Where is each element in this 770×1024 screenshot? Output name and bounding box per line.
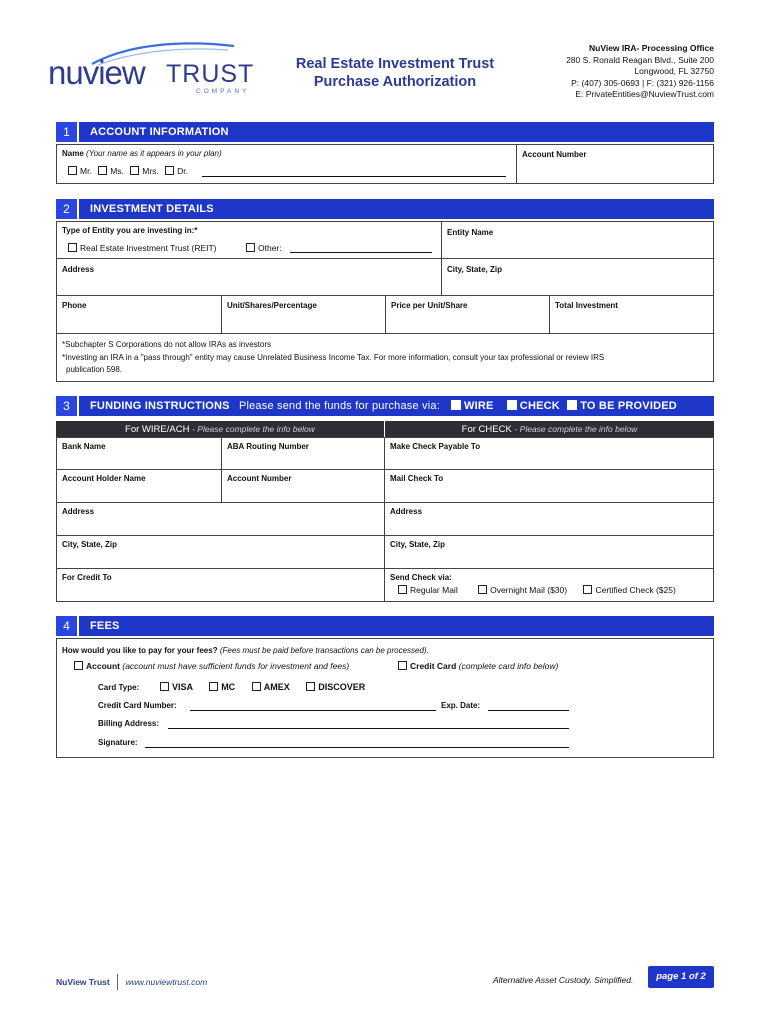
exp-date-label: Exp. Date: bbox=[441, 701, 481, 710]
section3-title: FUNDING INSTRUCTIONS Please send the funds for purchase via: bbox=[90, 400, 440, 412]
account-holder-label: Account Holder Name bbox=[62, 474, 146, 483]
address-label: Address bbox=[62, 265, 95, 274]
section1-bar bbox=[56, 122, 714, 142]
note-publication: publication 598. bbox=[66, 365, 123, 374]
form-title-line1: Real Estate Investment Trust bbox=[295, 56, 495, 72]
logo-nuview: nuview bbox=[48, 54, 145, 91]
checkbox-discover[interactable] bbox=[306, 682, 315, 691]
aba-routing-label: ABA Routing Number bbox=[227, 442, 309, 451]
payable-to-label: Make Check Payable To bbox=[390, 442, 481, 451]
reit-option[interactable]: Real Estate Investment Trust (REIT) bbox=[68, 243, 217, 253]
checkbox-ms[interactable] bbox=[98, 166, 107, 175]
city-state-zip-label: City, State, Zip bbox=[447, 265, 502, 274]
wire-account-number-label: Account Number bbox=[227, 474, 292, 483]
fees-question-hint: (Fees must be paid before transactions can be processed). bbox=[219, 646, 429, 655]
mail-check-to-label: Mail Check To bbox=[390, 474, 444, 483]
wire-address-label: Address bbox=[62, 507, 95, 516]
section2-title: INVESTMENT DETAILS bbox=[90, 203, 214, 215]
entity-type-label: Type of Entity you are investing in:* bbox=[62, 226, 198, 235]
section3-bar bbox=[56, 396, 714, 416]
checkbox-dr[interactable] bbox=[165, 166, 174, 175]
billing-address-input-line[interactable] bbox=[168, 728, 569, 729]
signature-input-line[interactable] bbox=[145, 747, 569, 748]
checkbox-fee-account[interactable] bbox=[74, 661, 83, 670]
card-type-label: Card Type: bbox=[98, 683, 140, 692]
check-city-label: City, State, Zip bbox=[390, 540, 445, 549]
section3-subtitle: Please send the funds for purchase via: bbox=[238, 400, 440, 412]
phone-label: Phone bbox=[62, 301, 87, 310]
checkbox-to-be-provided[interactable] bbox=[567, 400, 577, 410]
other-input-line[interactable] bbox=[290, 252, 432, 253]
checkbox-wire[interactable] bbox=[451, 400, 461, 410]
salutation-mr[interactable]: Mr. bbox=[68, 166, 92, 176]
office-address2: Longwood, FL 32750 bbox=[634, 66, 714, 76]
option-check[interactable]: CHECK bbox=[507, 400, 560, 412]
send-check-via-label: Send Check via: bbox=[390, 573, 452, 582]
section3-number: 3 bbox=[56, 396, 79, 416]
account-number-label: Account Number bbox=[522, 150, 587, 159]
section2-number: 2 bbox=[56, 199, 79, 219]
logo-company: COMPANY bbox=[196, 88, 250, 95]
billing-address-label: Billing Address: bbox=[98, 719, 160, 728]
exp-date-input-line[interactable] bbox=[488, 710, 569, 711]
checkbox-regular-mail[interactable] bbox=[398, 585, 407, 594]
section1-title: ACCOUNT INFORMATION bbox=[90, 126, 229, 138]
option-to-be-provided[interactable]: TO BE PROVIDED bbox=[567, 400, 677, 412]
logo-trust: TRUST bbox=[166, 60, 255, 88]
checkbox-reit[interactable] bbox=[68, 243, 77, 252]
wire-header: For WIRE/ACH - Please complete the info below bbox=[56, 421, 384, 437]
card-number-label: Credit Card Number: bbox=[98, 701, 177, 710]
office-address-block bbox=[474, 43, 714, 101]
credit-to-label: For Credit To bbox=[62, 573, 112, 582]
other-option[interactable]: Other: bbox=[246, 243, 282, 253]
check-address-label: Address bbox=[390, 507, 423, 516]
section2-bar bbox=[56, 199, 714, 219]
fees-box bbox=[56, 638, 714, 758]
card-type-options bbox=[160, 682, 365, 692]
checkbox-visa[interactable] bbox=[160, 682, 169, 691]
delivery-options bbox=[398, 585, 676, 595]
card-visa[interactable]: VISA bbox=[160, 682, 193, 692]
office-email: E: PrivateEntities@NuviewTrust.com bbox=[575, 89, 714, 99]
section4-bar bbox=[56, 616, 714, 636]
section4-number: 4 bbox=[56, 616, 79, 636]
salutation-ms[interactable]: Ms. bbox=[98, 166, 124, 176]
fees-question: How would you like to pay for your fees? (Fees must be paid before transactions can be processed). bbox=[62, 646, 429, 655]
option-regular-mail[interactable]: Regular Mail bbox=[398, 585, 458, 595]
check-header: For CHECK - Please complete the info below bbox=[385, 421, 714, 437]
bank-name-label: Bank Name bbox=[62, 442, 106, 451]
total-investment-label: Total Investment bbox=[555, 301, 618, 310]
section1-number: 1 bbox=[56, 122, 79, 142]
note-subchapter-s: *Subchapter S Corporations do not allow IRAs as investors bbox=[62, 340, 271, 349]
office-address1: 280 S. Ronald Reagan Blvd., Suite 200 bbox=[566, 54, 714, 65]
card-amex[interactable]: AMEX bbox=[252, 682, 290, 692]
fee-account-option[interactable]: Account (account must have sufficient funds for investment and fees) bbox=[74, 661, 349, 671]
page-indicator: page 1 of 2 bbox=[648, 966, 714, 988]
checkbox-fee-credit[interactable] bbox=[398, 661, 407, 670]
footer-tagline: Alternative Asset Custody. Simplified. bbox=[493, 975, 634, 985]
wire-city-label: City, State, Zip bbox=[62, 540, 117, 549]
checkbox-mrs[interactable] bbox=[130, 166, 139, 175]
form-title-line2: Purchase Authorization bbox=[313, 74, 477, 90]
note-pass-through: *Investing an IRA in a "pass through" entity may cause Unrelated Business Income Tax. For more information, consult your tax professional or review IRS bbox=[62, 353, 605, 362]
option-overnight-mail[interactable]: Overnight Mail ($30) bbox=[478, 585, 567, 595]
checkbox-overnight-mail[interactable] bbox=[478, 585, 487, 594]
footer-left bbox=[56, 974, 207, 990]
checkbox-mr[interactable] bbox=[68, 166, 77, 175]
checkbox-check[interactable] bbox=[507, 400, 517, 410]
footer-company: NuView Trust bbox=[56, 977, 110, 987]
entity-name-label: Entity Name bbox=[447, 228, 494, 237]
office-title: NuView IRA- Processing Office bbox=[588, 43, 714, 53]
name-hint: (Your name as it appears in your plan) bbox=[86, 149, 222, 158]
salutation-options bbox=[68, 166, 188, 176]
option-wire[interactable]: WIRE bbox=[451, 400, 494, 412]
salutation-dr[interactable]: Dr. bbox=[165, 166, 188, 176]
company-logo bbox=[48, 38, 255, 100]
card-discover[interactable]: DISCOVER bbox=[306, 682, 365, 692]
fee-credit-option[interactable]: Credit Card (complete card info below) bbox=[398, 661, 558, 671]
footer-website[interactable]: www.nuviewtrust.com bbox=[125, 977, 208, 987]
checkbox-other[interactable] bbox=[246, 243, 255, 252]
office-phone: P: (407) 305-0693 | F: (321) 926-1156 bbox=[571, 77, 714, 88]
card-number-input-line[interactable] bbox=[190, 710, 436, 711]
funding-box bbox=[56, 437, 714, 602]
salutation-mrs[interactable]: Mrs. bbox=[130, 166, 159, 176]
section4-title: FEES bbox=[90, 620, 120, 632]
price-label: Price per Unit/Share bbox=[391, 301, 468, 310]
signature-label: Signature: bbox=[98, 738, 138, 747]
units-label: Unit/Shares/Percentage bbox=[227, 301, 317, 310]
funding-method-options bbox=[451, 396, 677, 416]
name-input-line[interactable] bbox=[202, 176, 506, 177]
checkbox-mc[interactable] bbox=[209, 682, 218, 691]
name-label: Name (Your name as it appears in your plan) bbox=[62, 149, 222, 158]
card-mc[interactable]: MC bbox=[209, 682, 235, 692]
checkbox-certified-check[interactable] bbox=[583, 585, 592, 594]
checkbox-amex[interactable] bbox=[252, 682, 261, 691]
option-certified-check[interactable]: Certified Check ($25) bbox=[583, 585, 675, 595]
